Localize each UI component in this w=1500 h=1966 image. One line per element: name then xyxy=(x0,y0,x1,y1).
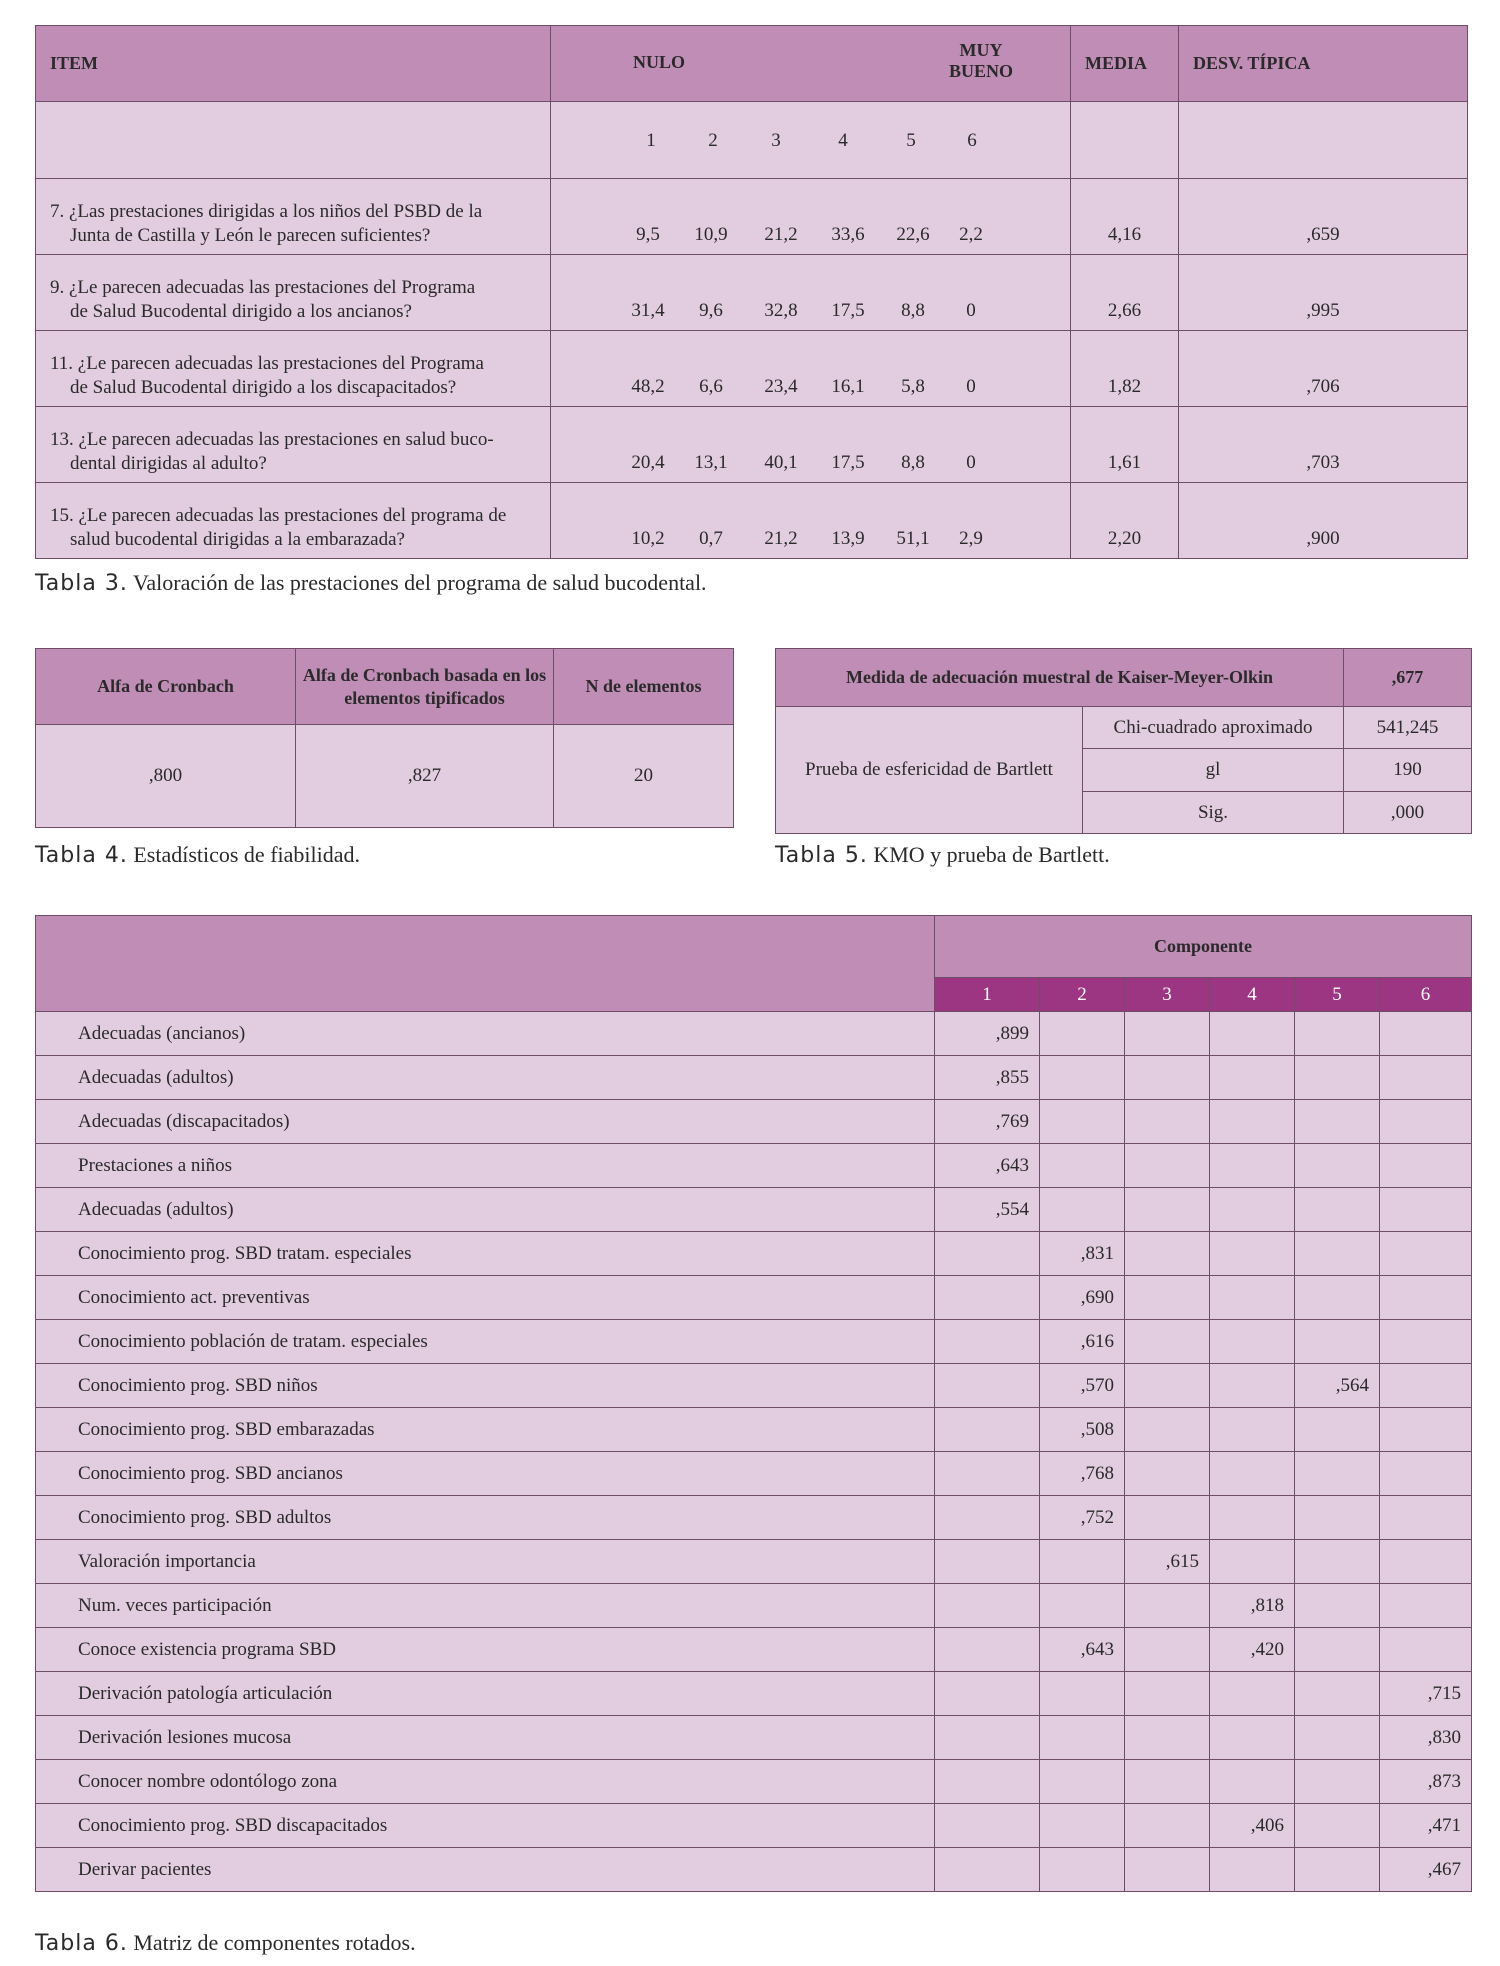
loading-cell xyxy=(1295,1408,1380,1452)
loading-cell: ,564 xyxy=(1295,1364,1380,1408)
header-scale xyxy=(551,26,1071,102)
loading-cell xyxy=(1295,1760,1380,1804)
loading-cell xyxy=(1380,1188,1472,1232)
item-value: 21,2 xyxy=(764,528,798,549)
variable-label: Adecuadas (adultos) xyxy=(36,1056,935,1100)
scale-row-empty xyxy=(36,102,551,179)
table-row xyxy=(36,1452,1472,1496)
component-number: 4 xyxy=(1210,978,1295,1012)
loading-cell: ,471 xyxy=(1380,1804,1472,1848)
loading-cell xyxy=(1295,1276,1380,1320)
caption-label: Tabla 4. xyxy=(35,843,128,868)
loading-cell xyxy=(1295,1232,1380,1276)
loading-cell: ,616 xyxy=(1040,1320,1125,1364)
loading-cell xyxy=(1295,1540,1380,1584)
loading-cell xyxy=(1125,1364,1210,1408)
item-value: 21,2 xyxy=(764,224,798,245)
loading-cell xyxy=(1295,1628,1380,1672)
item-value: 23,4 xyxy=(764,376,798,397)
loading-cell xyxy=(1380,1628,1472,1672)
table-row xyxy=(36,1188,1472,1232)
header-media: MEDIA xyxy=(1071,26,1179,102)
component-number: 5 xyxy=(1295,978,1380,1012)
caption-label: Tabla 5. xyxy=(775,843,868,868)
loading-cell xyxy=(1125,1584,1210,1628)
item-value: 2,9 xyxy=(959,528,983,549)
loading-cell xyxy=(1040,1716,1125,1760)
variable-label: Conocer nombre odontólogo zona xyxy=(36,1760,935,1804)
item-value: 8,8 xyxy=(901,300,925,321)
loading-cell: ,769 xyxy=(935,1100,1040,1144)
loading-cell xyxy=(1210,1100,1295,1144)
table-row xyxy=(36,1672,1472,1716)
loading-cell: ,768 xyxy=(1040,1452,1125,1496)
table-row xyxy=(36,483,1468,559)
loading-cell xyxy=(1040,1056,1125,1100)
variable-label: Adecuadas (adultos) xyxy=(36,1188,935,1232)
loading-cell xyxy=(1210,1496,1295,1540)
caption-text: Valoración de las prestaciones del programa de salud bucodental. xyxy=(132,570,707,595)
loading-cell xyxy=(1040,1760,1125,1804)
variable-label: Conocimiento prog. SBD embarazadas xyxy=(36,1408,935,1452)
loading-cell xyxy=(935,1716,1040,1760)
scale-value: 2 xyxy=(708,130,718,151)
item-desv: ,659 xyxy=(1179,179,1468,255)
item-number: 9. xyxy=(50,277,65,298)
variable-label: Adecuadas (ancianos) xyxy=(36,1012,935,1056)
caption-table-6 xyxy=(35,1930,416,1956)
loading-cell xyxy=(1125,1496,1210,1540)
item-desv: ,703 xyxy=(1179,407,1468,483)
item-value: 6,6 xyxy=(699,376,723,397)
scale-row-desv-empty xyxy=(1179,102,1468,179)
item-text-line2: Junta de Castilla y León le parecen suficientes? xyxy=(70,225,431,246)
scale-row xyxy=(551,102,1071,179)
loading-cell xyxy=(1295,1144,1380,1188)
t6-header-componente: Componente xyxy=(935,916,1472,978)
item-number: 7. xyxy=(50,201,65,222)
item-value: 9,5 xyxy=(636,224,660,245)
item-value: 8,8 xyxy=(901,452,925,473)
loading-cell xyxy=(935,1276,1040,1320)
t5-gl-value: 190 xyxy=(1344,749,1472,792)
table-row xyxy=(36,1232,1472,1276)
t5-kmo-label: Medida de adecuación muestral de Kaiser-Meyer-Olkin xyxy=(776,649,1344,707)
scale-value: 3 xyxy=(771,130,781,151)
table-row xyxy=(36,1056,1472,1100)
item-value: 48,2 xyxy=(631,376,665,397)
loading-cell xyxy=(1295,1804,1380,1848)
loading-cell: ,643 xyxy=(935,1144,1040,1188)
table-row xyxy=(36,1496,1472,1540)
loading-cell xyxy=(1210,1188,1295,1232)
item-desv: ,900 xyxy=(1179,483,1468,559)
loading-cell: ,899 xyxy=(935,1012,1040,1056)
loading-cell xyxy=(935,1760,1040,1804)
loading-cell xyxy=(1210,1276,1295,1320)
item-values xyxy=(551,483,1071,559)
loading-cell xyxy=(1295,1584,1380,1628)
loading-cell xyxy=(1125,1276,1210,1320)
item-value: 32,8 xyxy=(764,300,798,321)
loading-cell xyxy=(935,1408,1040,1452)
loading-cell xyxy=(1295,1100,1380,1144)
item-value: 13,1 xyxy=(694,452,728,473)
variable-label: Derivación patología articulación xyxy=(36,1672,935,1716)
table-row xyxy=(36,1628,1472,1672)
loading-cell xyxy=(1380,1320,1472,1364)
loading-cell xyxy=(935,1496,1040,1540)
item-values xyxy=(551,255,1071,331)
loading-cell: ,467 xyxy=(1380,1848,1472,1892)
loading-cell xyxy=(1295,1496,1380,1540)
t4-header-alfa: Alfa de Cronbach xyxy=(36,649,296,725)
loading-cell xyxy=(1210,1672,1295,1716)
table-row xyxy=(36,407,1468,483)
table-row xyxy=(36,1804,1472,1848)
table-3 xyxy=(35,25,1468,559)
table-6 xyxy=(35,915,1472,1892)
t5-kmo-value: ,677 xyxy=(1344,649,1472,707)
variable-label: Conocimiento prog. SBD tratam. especiales xyxy=(36,1232,935,1276)
table-row xyxy=(36,1144,1472,1188)
loading-cell xyxy=(1125,1848,1210,1892)
component-number: 2 xyxy=(1040,978,1125,1012)
loading-cell xyxy=(1040,1804,1125,1848)
item-media: 4,16 xyxy=(1071,179,1179,255)
item-value: 0 xyxy=(966,376,976,397)
header-nulo: NULO xyxy=(633,52,686,72)
item-value: 33,6 xyxy=(831,224,865,245)
item-number: 15. xyxy=(50,505,74,526)
item-text-line2: salud bucodental dirigidas a la embarazada? xyxy=(70,529,405,550)
caption-table-4 xyxy=(35,842,360,868)
loading-cell xyxy=(1125,1100,1210,1144)
table-row xyxy=(36,1716,1472,1760)
t4-value-alfa: ,800 xyxy=(36,725,296,828)
loading-cell xyxy=(1295,1672,1380,1716)
loading-cell xyxy=(935,1848,1040,1892)
item-number: 11. xyxy=(50,353,74,374)
loading-cell xyxy=(1295,1188,1380,1232)
loading-cell xyxy=(935,1672,1040,1716)
item-question xyxy=(36,179,551,255)
table-row xyxy=(36,1584,1472,1628)
loading-cell xyxy=(1040,1672,1125,1716)
scale-value: 5 xyxy=(906,130,916,151)
table-row xyxy=(36,255,1468,331)
item-question xyxy=(36,483,551,559)
loading-cell xyxy=(1040,1848,1125,1892)
variable-label: Conoce existencia programa SBD xyxy=(36,1628,935,1672)
item-value: 2,2 xyxy=(959,224,983,245)
loading-cell xyxy=(1380,1232,1472,1276)
loading-cell: ,508 xyxy=(1040,1408,1125,1452)
loading-cell xyxy=(1380,1540,1472,1584)
variable-label: Prestaciones a niños xyxy=(36,1144,935,1188)
t6-header-empty xyxy=(36,916,935,1012)
item-value: 51,1 xyxy=(896,528,930,549)
item-text-line1: ¿Le parecen adecuadas las prestaciones del Programa xyxy=(77,353,484,374)
variable-label: Derivar pacientes xyxy=(36,1848,935,1892)
item-desv: ,995 xyxy=(1179,255,1468,331)
caption-text: Matriz de componentes rotados. xyxy=(133,1930,416,1955)
caption-table-3 xyxy=(35,570,707,596)
loading-cell xyxy=(1125,1144,1210,1188)
item-text-line1: ¿Le parecen adecuadas las prestaciones del Programa xyxy=(69,277,476,298)
loading-cell xyxy=(1125,1320,1210,1364)
loading-cell xyxy=(1380,1496,1472,1540)
loading-cell xyxy=(1125,1716,1210,1760)
loading-cell xyxy=(1380,1056,1472,1100)
item-value: 13,9 xyxy=(831,528,865,549)
item-text-line2: dental dirigidas al adulto? xyxy=(70,453,267,474)
t4-value-n: 20 xyxy=(554,725,734,828)
item-value: 17,5 xyxy=(831,300,865,321)
loading-cell xyxy=(1210,1320,1295,1364)
caption-text: KMO y prueba de Bartlett. xyxy=(873,842,1110,867)
loading-cell xyxy=(1125,1452,1210,1496)
caption-label: Tabla 6. xyxy=(35,1931,128,1956)
loading-cell xyxy=(1295,1716,1380,1760)
item-text-line2: de Salud Bucodental dirigido a los discapacitados? xyxy=(70,377,457,398)
t4-value-alfa-tipificados: ,827 xyxy=(296,725,554,828)
loading-cell: ,643 xyxy=(1040,1628,1125,1672)
loading-cell xyxy=(1380,1408,1472,1452)
variable-label: Conocimiento prog. SBD adultos xyxy=(36,1496,935,1540)
item-value: 10,9 xyxy=(694,224,728,245)
loading-cell xyxy=(1125,1056,1210,1100)
loading-cell xyxy=(1380,1452,1472,1496)
item-value: 0 xyxy=(966,452,976,473)
loading-cell xyxy=(1040,1012,1125,1056)
loading-cell xyxy=(935,1804,1040,1848)
t4-header-alfa-tipificados: Alfa de Cronbach basada en los elementos tipificados xyxy=(296,649,554,725)
loading-cell xyxy=(1210,1848,1295,1892)
loading-cell xyxy=(1210,1716,1295,1760)
loading-cell xyxy=(1210,1760,1295,1804)
loading-cell: ,690 xyxy=(1040,1276,1125,1320)
loading-cell xyxy=(1295,1452,1380,1496)
loading-cell xyxy=(1380,1364,1472,1408)
loading-cell xyxy=(1380,1100,1472,1144)
t5-sig-value: ,000 xyxy=(1344,792,1472,834)
loading-cell xyxy=(1040,1188,1125,1232)
item-text-line1: ¿Le parecen adecuadas las prestaciones del programa de xyxy=(78,505,507,526)
loading-cell xyxy=(1210,1408,1295,1452)
item-question xyxy=(36,255,551,331)
item-value: 10,2 xyxy=(631,528,665,549)
variable-label: Num. veces participación xyxy=(36,1584,935,1628)
loading-cell: ,554 xyxy=(935,1188,1040,1232)
loading-cell xyxy=(1380,1012,1472,1056)
item-value: 31,4 xyxy=(631,300,665,321)
caption-table-5 xyxy=(775,842,1110,868)
loading-cell xyxy=(1040,1144,1125,1188)
loading-cell xyxy=(1040,1540,1125,1584)
item-media: 1,82 xyxy=(1071,331,1179,407)
loading-cell xyxy=(1040,1100,1125,1144)
t5-sig-label: Sig. xyxy=(1083,792,1344,834)
item-text-line1: ¿Las prestaciones dirigidas a los niños del PSBD de la xyxy=(69,201,483,222)
loading-cell xyxy=(1295,1848,1380,1892)
variable-label: Adecuadas (discapacitados) xyxy=(36,1100,935,1144)
table-row xyxy=(36,1320,1472,1364)
item-text-line2: de Salud Bucodental dirigido a los ancianos? xyxy=(70,301,412,322)
table-row xyxy=(36,1364,1472,1408)
item-media: 1,61 xyxy=(1071,407,1179,483)
variable-label: Valoración importancia xyxy=(36,1540,935,1584)
loading-cell xyxy=(1210,1232,1295,1276)
caption-label: Tabla 3. xyxy=(35,571,128,596)
component-number: 6 xyxy=(1380,978,1472,1012)
loading-cell xyxy=(1295,1012,1380,1056)
loading-cell xyxy=(935,1364,1040,1408)
loading-cell xyxy=(1125,1760,1210,1804)
item-values xyxy=(551,407,1071,483)
loading-cell xyxy=(1295,1320,1380,1364)
loading-cell: ,420 xyxy=(1210,1628,1295,1672)
header-item: ITEM xyxy=(36,26,551,102)
loading-cell xyxy=(1210,1540,1295,1584)
loading-cell xyxy=(1210,1364,1295,1408)
item-value: 0 xyxy=(966,300,976,321)
loading-cell: ,615 xyxy=(1125,1540,1210,1584)
loading-cell xyxy=(1210,1144,1295,1188)
item-value: 22,6 xyxy=(896,224,930,245)
scale-value: 1 xyxy=(646,130,656,151)
item-text-line1: ¿Le parecen adecuadas las prestaciones en salud buco- xyxy=(78,429,494,450)
loading-cell: ,818 xyxy=(1210,1584,1295,1628)
t5-chi-label: Chi-cuadrado aproximado xyxy=(1083,707,1344,749)
loading-cell xyxy=(1040,1584,1125,1628)
item-value: 16,1 xyxy=(831,376,865,397)
loading-cell: ,855 xyxy=(935,1056,1040,1100)
item-media: 2,66 xyxy=(1071,255,1179,331)
loading-cell xyxy=(935,1320,1040,1364)
item-media: 2,20 xyxy=(1071,483,1179,559)
scale-value: 6 xyxy=(967,130,977,151)
table-row xyxy=(36,179,1468,255)
t5-gl-label: gl xyxy=(1083,749,1344,792)
loading-cell: ,830 xyxy=(1380,1716,1472,1760)
item-question xyxy=(36,407,551,483)
loading-cell xyxy=(1210,1452,1295,1496)
loading-cell xyxy=(1380,1144,1472,1188)
loading-cell: ,570 xyxy=(1040,1364,1125,1408)
loading-cell: ,873 xyxy=(1380,1760,1472,1804)
loading-cell xyxy=(1380,1584,1472,1628)
table-5 xyxy=(775,648,1472,834)
item-values xyxy=(551,331,1071,407)
variable-label: Derivación lesiones mucosa xyxy=(36,1716,935,1760)
table-row xyxy=(36,1408,1472,1452)
table-4 xyxy=(35,648,734,828)
loading-cell xyxy=(935,1584,1040,1628)
loading-cell xyxy=(935,1628,1040,1672)
loading-cell xyxy=(1125,1012,1210,1056)
loading-cell xyxy=(935,1232,1040,1276)
table-row xyxy=(36,1276,1472,1320)
loading-cell: ,715 xyxy=(1380,1672,1472,1716)
item-number: 13. xyxy=(50,429,74,450)
loading-cell xyxy=(1295,1056,1380,1100)
loading-cell xyxy=(1125,1188,1210,1232)
table-row xyxy=(36,331,1468,407)
loading-cell xyxy=(935,1540,1040,1584)
component-number: 3 xyxy=(1125,978,1210,1012)
table-row xyxy=(36,1848,1472,1892)
loading-cell xyxy=(1380,1276,1472,1320)
loading-cell xyxy=(1125,1672,1210,1716)
loading-cell xyxy=(1210,1056,1295,1100)
loading-cell: ,752 xyxy=(1040,1496,1125,1540)
t5-bartlett-label: Prueba de esfericidad de Bartlett xyxy=(776,707,1083,834)
table-row xyxy=(36,1540,1472,1584)
header-desv: DESV. TÍPICA xyxy=(1179,26,1468,102)
table-row xyxy=(36,1100,1472,1144)
component-number: 1 xyxy=(935,978,1040,1012)
item-desv: ,706 xyxy=(1179,331,1468,407)
item-value: 17,5 xyxy=(831,452,865,473)
caption-text: Estadísticos de fiabilidad. xyxy=(133,842,360,867)
variable-label: Conocimiento prog. SBD discapacitados xyxy=(36,1804,935,1848)
table-row xyxy=(36,1012,1472,1056)
loading-cell xyxy=(1210,1012,1295,1056)
loading-cell xyxy=(1125,1804,1210,1848)
item-value: 40,1 xyxy=(764,452,798,473)
t5-chi-value: 541,245 xyxy=(1344,707,1472,749)
table-row xyxy=(36,1760,1472,1804)
header-muy-bueno: MUY BUENO xyxy=(948,40,1013,81)
t4-header-n: N de elementos xyxy=(554,649,734,725)
loading-cell xyxy=(1125,1408,1210,1452)
scale-value: 4 xyxy=(838,130,848,151)
loading-cell xyxy=(1125,1232,1210,1276)
item-value: 0,7 xyxy=(699,528,723,549)
item-value: 20,4 xyxy=(631,452,665,473)
variable-label: Conocimiento población de tratam. especiales xyxy=(36,1320,935,1364)
loading-cell: ,406 xyxy=(1210,1804,1295,1848)
item-question xyxy=(36,331,551,407)
variable-label: Conocimiento act. preventivas xyxy=(36,1276,935,1320)
loading-cell xyxy=(1125,1628,1210,1672)
item-value: 5,8 xyxy=(901,376,925,397)
scale-row-media-empty xyxy=(1071,102,1179,179)
item-value: 9,6 xyxy=(699,300,723,321)
loading-cell xyxy=(935,1452,1040,1496)
loading-cell: ,831 xyxy=(1040,1232,1125,1276)
item-values xyxy=(551,179,1071,255)
variable-label: Conocimiento prog. SBD ancianos xyxy=(36,1452,935,1496)
variable-label: Conocimiento prog. SBD niños xyxy=(36,1364,935,1408)
